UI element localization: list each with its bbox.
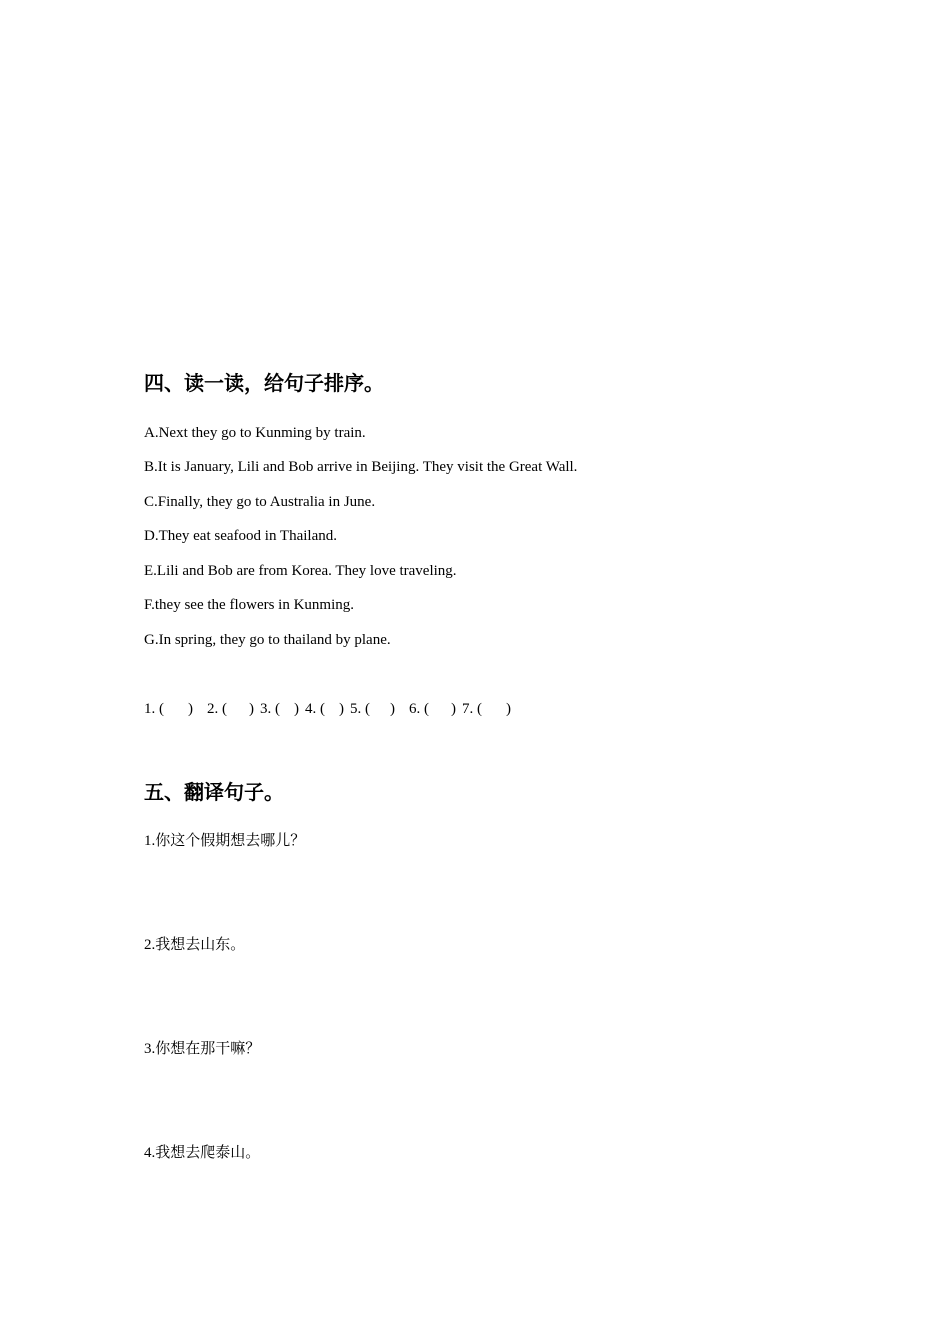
answer-slot-3[interactable]: 3. ( ) (260, 701, 299, 717)
translate-item-1: 1.你这个假期想去哪儿？ (144, 833, 306, 849)
sentence-c: C.Finally, they go to Australia in June. (144, 494, 376, 510)
sentence-d: D.They eat seafood in Thailand. (144, 528, 337, 544)
answer-order-row (144, 699, 511, 719)
translate-item-2: 2.我想去山东。 (144, 937, 246, 953)
sentence-f: F.they see the flowers in Kunming. (144, 597, 355, 613)
section-4-title: 四、读一读，给句子排序。 (144, 371, 384, 395)
answer-slot-5[interactable]: 5. ( ) (350, 701, 395, 717)
answer-slot-2[interactable]: 2. ( ) (207, 701, 254, 717)
sentence-b: B.It is January, Lili and Bob arrive in Beijing. They visit the Great Wall. (144, 459, 578, 475)
translate-item-4: 4.我想去爬泰山。 (144, 1145, 261, 1161)
sentence-a: A.Next they go to Kunming by train. (144, 425, 366, 441)
sentence-g: G.In spring, they go to thailand by plane. (144, 632, 391, 648)
section-5-title: 五、翻译句子。 (144, 780, 284, 804)
answer-slot-6[interactable]: 6. ( ) (409, 701, 456, 717)
answer-slot-4[interactable]: 4. ( ) (305, 701, 344, 717)
translate-item-3: 3.你想在那干嘛？ (144, 1041, 261, 1057)
answer-slot-7[interactable]: 7. ( ) (462, 701, 511, 717)
answer-slot-1[interactable]: 1. ( ) (144, 701, 193, 717)
sentence-e: E.Lili and Bob are from Korea. They love traveling. (144, 563, 457, 579)
